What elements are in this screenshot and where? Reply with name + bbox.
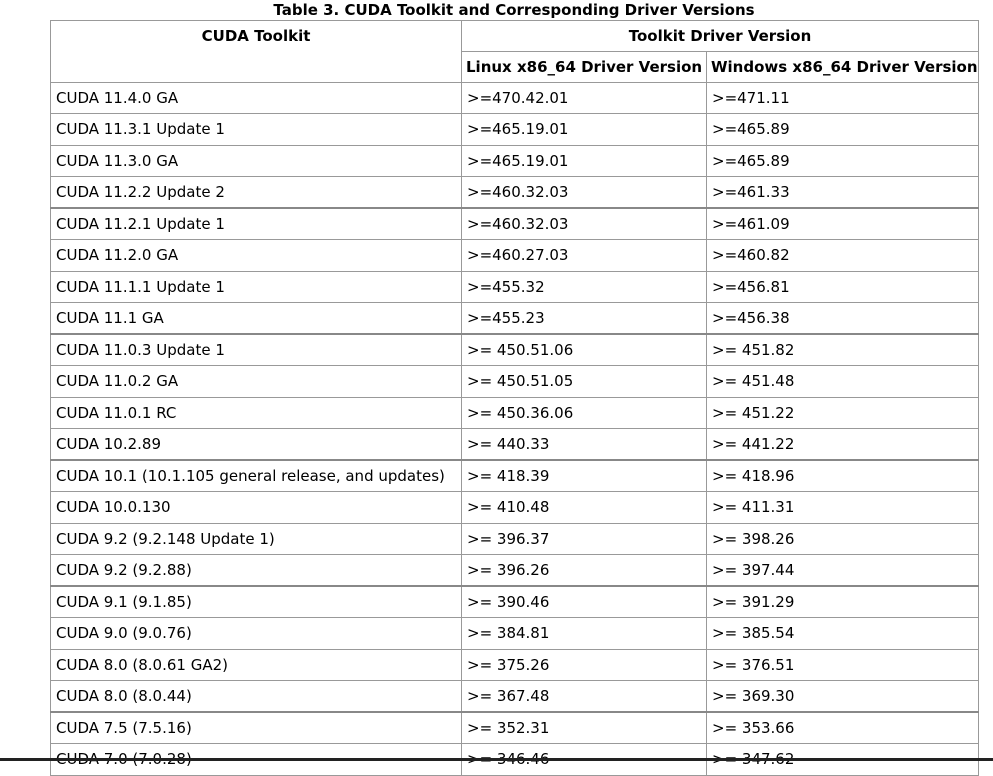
windows-cell: >= 391.29: [707, 586, 979, 618]
windows-cell: >= 451.22: [707, 397, 979, 428]
toolkit-cell: CUDA 8.0 (8.0.44): [51, 680, 462, 712]
table-row: [51, 208, 979, 240]
linux-cell: >= 390.46: [462, 586, 707, 618]
linux-cell: >=460.32.03: [462, 208, 707, 240]
linux-cell: >=465.19.01: [462, 114, 707, 145]
toolkit-cell: CUDA 10.1 (10.1.105 general release, and updates): [51, 460, 462, 492]
windows-cell: >= 451.82: [707, 334, 979, 366]
linux-cell: >=460.32.03: [462, 176, 707, 208]
windows-cell: >=465.89: [707, 145, 979, 176]
windows-cell: >=456.38: [707, 302, 979, 334]
linux-cell: >=470.42.01: [462, 83, 707, 114]
linux-cell: >= 450.51.06: [462, 334, 707, 366]
linux-cell: >= 418.39: [462, 460, 707, 492]
toolkit-cell: CUDA 11.3.0 GA: [51, 145, 462, 176]
table-row: [51, 176, 979, 208]
toolkit-cell: CUDA 11.0.2 GA: [51, 366, 462, 397]
table-row: [51, 145, 979, 176]
header-windows-driver: Windows x86_64 Driver Version: [707, 52, 979, 83]
linux-cell: >= 367.48: [462, 680, 707, 712]
driver-version-table: [50, 20, 979, 776]
table-row: [51, 114, 979, 145]
linux-cell: >= 410.48: [462, 492, 707, 523]
toolkit-cell: CUDA 7.5 (7.5.16): [51, 712, 462, 744]
windows-cell: >=461.33: [707, 176, 979, 208]
toolkit-cell: CUDA 11.0.3 Update 1: [51, 334, 462, 366]
toolkit-cell: CUDA 11.2.2 Update 2: [51, 176, 462, 208]
toolkit-cell: CUDA 11.4.0 GA: [51, 83, 462, 114]
linux-cell: >= 352.31: [462, 712, 707, 744]
windows-cell: >= 418.96: [707, 460, 979, 492]
toolkit-cell: CUDA 9.2 (9.2.88): [51, 554, 462, 586]
toolkit-cell: CUDA 10.0.130: [51, 492, 462, 523]
linux-cell: >= 450.51.05: [462, 366, 707, 397]
table-caption: Table 3. CUDA Toolkit and Corresponding Driver Versions: [273, 1, 755, 19]
table-row: [51, 618, 979, 649]
toolkit-cell: CUDA 11.1 GA: [51, 302, 462, 334]
linux-cell: >=465.19.01: [462, 145, 707, 176]
table-row: [51, 302, 979, 334]
toolkit-cell: CUDA 11.1.1 Update 1: [51, 271, 462, 302]
windows-cell: >=460.82: [707, 240, 979, 271]
toolkit-cell: CUDA 9.0 (9.0.76): [51, 618, 462, 649]
windows-cell: >= 376.51: [707, 649, 979, 680]
toolkit-cell: CUDA 11.2.0 GA: [51, 240, 462, 271]
table-row: [51, 271, 979, 302]
windows-cell: >=456.81: [707, 271, 979, 302]
toolkit-cell: CUDA 9.1 (9.1.85): [51, 586, 462, 618]
header-toolkit-driver-version: Toolkit Driver Version: [462, 21, 979, 52]
linux-cell: >=460.27.03: [462, 240, 707, 271]
linux-cell: >= 396.37: [462, 523, 707, 554]
table-row: [51, 523, 979, 554]
table-row: [51, 554, 979, 586]
table-row: [51, 649, 979, 680]
windows-cell: >= 397.44: [707, 554, 979, 586]
table-row: [51, 334, 979, 366]
table-row: [51, 428, 979, 460]
windows-cell: >= 385.54: [707, 618, 979, 649]
header-cuda-toolkit: CUDA Toolkit: [51, 21, 462, 83]
toolkit-cell: CUDA 9.2 (9.2.148 Update 1): [51, 523, 462, 554]
table-row: [51, 586, 979, 618]
toolkit-cell: CUDA 8.0 (8.0.61 GA2): [51, 649, 462, 680]
table-body: [51, 83, 979, 776]
linux-cell: >= 450.36.06: [462, 397, 707, 428]
windows-cell: >= 441.22: [707, 428, 979, 460]
table-row: [51, 460, 979, 492]
toolkit-cell: CUDA 11.2.1 Update 1: [51, 208, 462, 240]
header-linux-driver: Linux x86_64 Driver Version: [462, 52, 707, 83]
windows-cell: >= 398.26: [707, 523, 979, 554]
table-row: [51, 680, 979, 712]
linux-cell: >=455.32: [462, 271, 707, 302]
linux-cell: >=455.23: [462, 302, 707, 334]
windows-cell: >=465.89: [707, 114, 979, 145]
table-row: [51, 712, 979, 744]
linux-cell: >= 396.26: [462, 554, 707, 586]
windows-cell: >= 353.66: [707, 712, 979, 744]
windows-cell: >=461.09: [707, 208, 979, 240]
table-row: [51, 366, 979, 397]
windows-cell: >= 369.30: [707, 680, 979, 712]
linux-cell: >= 375.26: [462, 649, 707, 680]
table-row: [51, 240, 979, 271]
toolkit-cell: CUDA 11.3.1 Update 1: [51, 114, 462, 145]
table-row: [51, 83, 979, 114]
toolkit-cell: CUDA 11.0.1 RC: [51, 397, 462, 428]
linux-cell: >= 440.33: [462, 428, 707, 460]
table-row: [51, 492, 979, 523]
windows-cell: >=471.11: [707, 83, 979, 114]
linux-cell: >= 384.81: [462, 618, 707, 649]
windows-cell: >= 411.31: [707, 492, 979, 523]
table-row: [51, 397, 979, 428]
windows-cell: >= 451.48: [707, 366, 979, 397]
toolkit-cell: CUDA 10.2.89: [51, 428, 462, 460]
